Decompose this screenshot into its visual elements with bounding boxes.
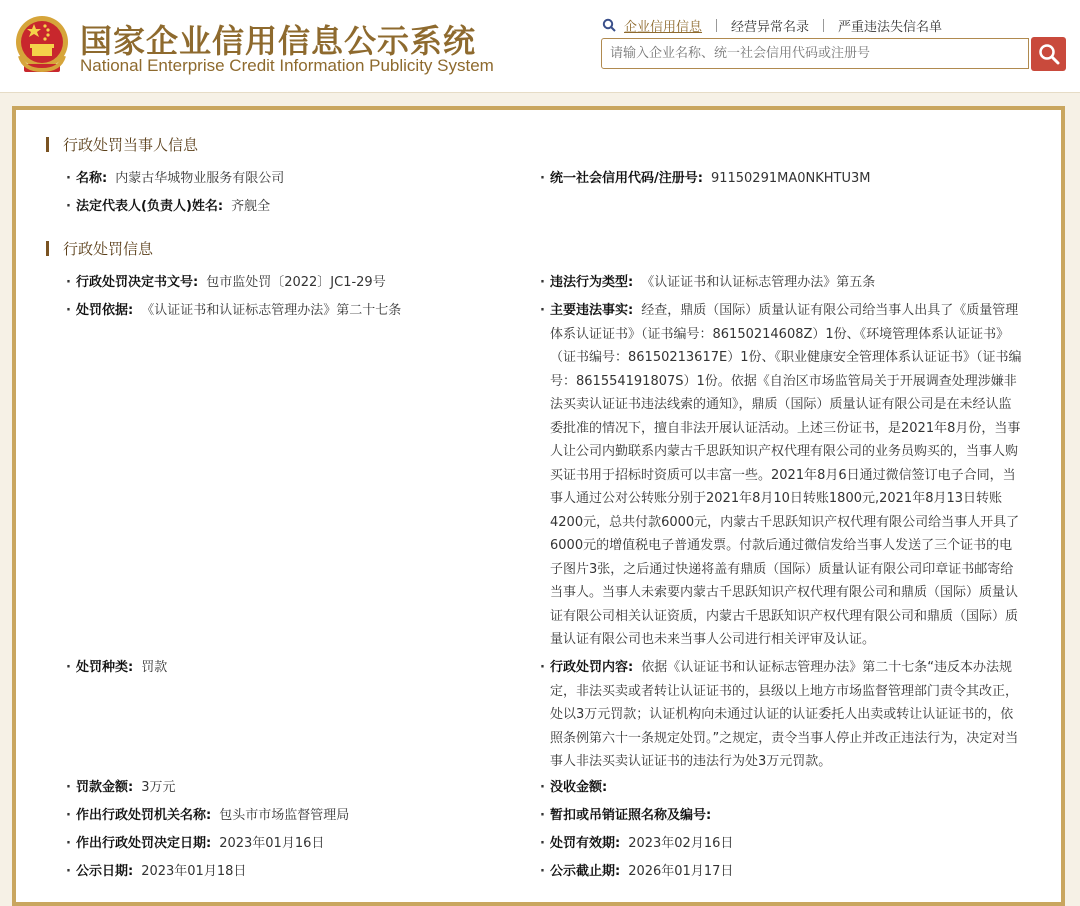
top-nav [602, 16, 942, 34]
field-label: 违法行为类型: [550, 275, 634, 290]
field-label: 作出行政处罚机关名称: [76, 808, 212, 823]
national-emblem-icon [14, 12, 70, 76]
field-label: 罚款金额: [76, 780, 134, 795]
nav-serious-violation-list[interactable]: 严重违法失信名单 [838, 19, 943, 35]
field-legal-rep: · 法定代表人(负责人)姓名: 齐舰全 [66, 199, 271, 214]
field-label: 法定代表人(负责人)姓名: [76, 199, 224, 214]
section-title-penalty [46, 238, 153, 259]
nav-enterprise-credit-info[interactable]: 企业信用信息 [624, 19, 703, 35]
field-value: 依据《认证证书和认证标志管理办法》第二十七条“违反本办法规定，非法买卖或者转让认证证书的，县级以上地方市场监督管理部门责令其改正，处以3万元罚款；认证机构向未通过认证的认证委托人出卖或转让认证证书的，依照条例第六十一条规定处罚。”之规定，责令当事人停止并改正违法行为，决定对当事人非法买卖认证证书的违法行为处3万元罚款。 [550, 660, 1019, 769]
section-title-party [46, 134, 198, 155]
site-title: 国家企业信用信息公示系统 [80, 22, 477, 60]
field-credit-code: · 统一社会信用代码/注册号: 91150291MA0NKHTU3M [540, 171, 871, 186]
field-decision-date: · 作出行政处罚决定日期: 2023年01月16日 [66, 836, 325, 851]
field-value: 2023年02月16日 [628, 836, 734, 851]
field-label: 作出行政处罚决定日期: [76, 836, 212, 851]
nav-divider [716, 19, 717, 32]
search-button[interactable] [1031, 37, 1066, 71]
field-label: 公示截止期: [550, 864, 621, 879]
field-basis: · 处罚依据: 《认证证书和认证标志管理办法》第二十七条 [66, 303, 402, 318]
field-value: 内蒙古华城物业服务有限公司 [115, 171, 285, 186]
field-penalty-type: · 处罚种类: 罚款 [66, 660, 168, 675]
field-value: 罚款 [141, 660, 168, 675]
field-penalty-content: · 行政处罚内容: 依据《认证证书和认证标志管理办法》第二十七条“违反本办法规定，非法买卖或者转让认证证书的，县级以上地方市场监督管理部门责令其改正，处以3万元罚款；认证机构向未通过认证的认证委托人出卖或转让认证证书的，依照条例第六十一条规定处罚。”之规定，责令当事人停止并改正违法行为，决定对当事人非法买卖认证证书的违法行为处3万元罚款。 [540, 660, 1019, 769]
detail-panel [12, 106, 1065, 906]
search-box [601, 38, 1029, 69]
field-publish-date: · 公示日期: 2023年01月18日 [66, 864, 247, 879]
field-label: 没收金额: [550, 780, 608, 795]
field-license: · 暂扣或吊销证照名称及编号: [540, 808, 712, 823]
section-marker [46, 241, 49, 256]
section-marker [46, 137, 49, 152]
field-confiscation: · 没收金额: [540, 780, 608, 795]
field-label: 统一社会信用代码/注册号: [550, 171, 703, 186]
field-value: 91150291MA0NKHTU3M [710, 171, 871, 186]
magnifier-icon [1038, 43, 1060, 65]
nav-divider [823, 19, 824, 32]
search-icon [602, 18, 616, 32]
field-label: 处罚有效期: [550, 836, 621, 851]
field-label: 行政处罚决定书文号: [76, 275, 199, 290]
search-input[interactable] [602, 39, 1028, 68]
field-label: 主要违法事实: [550, 303, 634, 318]
field-label: 行政处罚内容: [550, 660, 634, 675]
field-label: 处罚依据: [76, 303, 134, 318]
field-label: 暂扣或吊销证照名称及编号: [550, 808, 712, 823]
section-title-text: 行政处罚当事人信息 [63, 136, 199, 154]
field-main-facts: · 主要违法事实: 经查，鼎质（国际）质量认证有限公司给当事人出具了《质量管理体系认证证书》（证书编号：86150214608Z）1份、《环境管理体系认证证书》（证书编号：86150213617E）1份、《职业健康安全管理体系认证证书》（证书编号：861554191807S）1份。依据《自治区市场监管局关于开展调查处理涉嫌非法买卖认证证书违法线索的通知》，鼎质（国际）质量认证有限公司是在未经认监委批准的情况下，擅自非法开展认证活动。上述三份证书，是2021年8月份，当事人让公司内勤联系内蒙古千思跃知识产权代理有限公司的业务员购买的，当事人购买证书用于招标时资质可以丰富一些。2021年8月6日通过微信签订电子合同，当事人通过公对公转账分别于2021年8月10日转账1800元,2021年8月13日转账4200元，总共付款6000元，内蒙古千思跃知识产权代理有限公司给当事人开具了6000元的增值税电子普通发票。付款后通过微信发给当事人发送了三个证书的电子图片3张，之后通过快递将盖有鼎质（国际）质量认证有限公司印章证书邮寄给当事人。当事人未索要内蒙古千思跃知识产权代理有限公司和鼎质（国际）质量认证有限公司相关认证资质，内蒙古千思跃知识产权代理有限公司和鼎质（国际）质量认证有限公司也未来当事人公司进行相关评审及认证。 [540, 303, 1022, 647]
header-divider [0, 92, 1080, 93]
section-title-text: 行政处罚信息 [63, 240, 154, 258]
field-value: 包市监处罚〔2022〕JC1-29号 [206, 275, 386, 290]
field-publish-end: · 公示截止期: 2026年01月17日 [540, 864, 734, 879]
field-label: 名称: [76, 171, 108, 186]
field-label: 处罚种类: [76, 660, 134, 675]
field-validity: · 处罚有效期: 2023年02月16日 [540, 836, 734, 851]
field-authority: · 作出行政处罚机关名称: 包头市市场监督管理局 [66, 808, 350, 823]
field-value: 2026年01月17日 [628, 864, 734, 879]
field-value: 《认证证书和认证标志管理办法》第五条 [641, 275, 876, 290]
field-value: 齐舰全 [231, 199, 271, 214]
field-value: 2023年01月16日 [219, 836, 325, 851]
nav-abnormal-list[interactable]: 经营异常名录 [731, 19, 810, 35]
field-value: 2023年01月18日 [141, 864, 247, 879]
field-value: 3万元 [141, 780, 176, 795]
site-header [0, 0, 1080, 92]
field-fine-amount: · 罚款金额: 3万元 [66, 780, 176, 795]
site-subtitle: National Enterprise Credit Information Publicity System [80, 56, 494, 75]
field-value: 包头市市场监督管理局 [219, 808, 350, 823]
field-violation-type: · 违法行为类型: 《认证证书和认证标志管理办法》第五条 [540, 275, 876, 290]
field-value: 经查，鼎质（国际）质量认证有限公司给当事人出具了《质量管理体系认证证书》（证书编号：86150214608Z）1份、《环境管理体系认证证书》（证书编号：86150213617E）1份、《职业健康安全管理体系认证证书》（证书编号：861554191807S）1份。依据《自治区市场监管局关于开展调查处理涉嫌非法买卖认证证书违法线索的通知》，鼎质（国际）质量认证有限公司是在未经认监委批准的情况下，擅自非法开展认证活动。上述三份证书，是2021年8月份，当事人让公司内勤联系内蒙古千思跃知识产权代理有限公司的业务员购买的，当事人购买证书用于招标时资质可以丰富一些。2021年8月6日通过微信签订电子合同，当事人通过公对公转账分别于2021年8月10日转账1800元,2021年8月13日转账4200元，总共付款6000元，内蒙古千思跃知识产权代理有限公司给当事人开具了6000元的增值税电子普通发票。付款后通过微信发给当事人发送了三个证书的电子图片3张，之后通过快递将盖有鼎质（国际）质量认证有限公司印章证书邮寄给当事人。当事人未索要内蒙古千思跃知识产权代理有限公司和鼎质（国际）质量认证有限公司相关认证资质，内蒙古千思跃知识产权代理有限公司和鼎质（国际）质量认证有限公司也未来当事人公司进行相关评审及认证。 [550, 303, 1022, 647]
field-label: 公示日期: [76, 864, 134, 879]
field-name: · 名称: 内蒙古华城物业服务有限公司 [66, 171, 285, 186]
field-decision-no: · 行政处罚决定书文号: 包市监处罚〔2022〕JC1-29号 [66, 275, 386, 290]
field-value: 《认证证书和认证标志管理办法》第二十七条 [141, 303, 402, 318]
